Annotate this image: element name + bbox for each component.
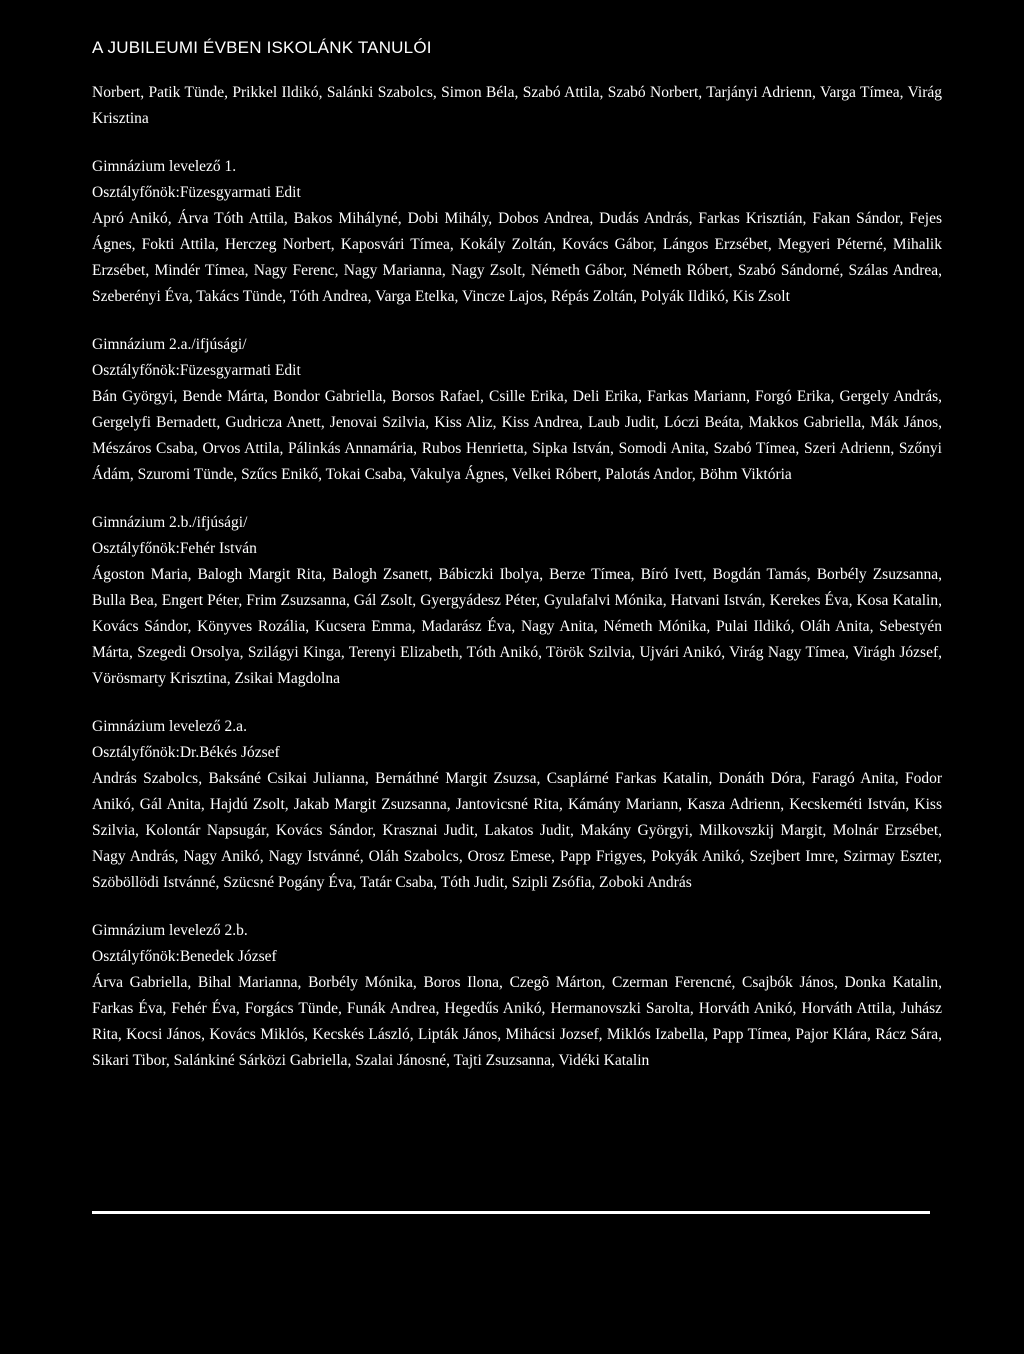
class-teacher: Osztályfőnök:Dr.Békés József: [92, 744, 280, 761]
class-teacher: Osztályfőnök:Fehér István: [92, 540, 257, 557]
student-names: Norbert, Patik Tünde, Prikkel Ildikó, Salánki Szabolcs, Simon Béla, Szabó Attila, Szabó Norbert, Tarjányi Adrienn, Varga Tímea, Virág Krisztina: [92, 84, 942, 127]
student-names: Bán Györgyi, Bende Márta, Bondor Gabriella, Borsos Rafael, Csille Erika, Deli Erika, Farkas Mariann, Forgó Erika, Gergely András, Gergelyfi Bernadett, Gudricza Anett, Jenovai Szilvia, Kiss Aliz, Kiss Andrea, Laub Judit, Lóczi Beáta, Makkos Gabriella, Mák János, Mészáros Csaba, Orvos Attila, Pálinkás Annamária, Rubos Henrietta, Sipka István, Somodi Anita, Szabó Tímea, Szeri Adrienn, Szőnyi Ádám, Szuromi Tünde, Szűcs Enikő, Tokai Csaba, Vakulya Ágnes, Velkei Róbert, Palotás Andor, Böhm Viktória: [92, 388, 942, 483]
student-names: Árva Gabriella, Bihal Marianna, Borbély Mónika, Boros Ilona, Czegõ Márton, Czerman Ferencné, Csajbók János, Donka Katalin, Farkas Éva, Fehér Éva, Forgács Tünde, Funák Andrea, Hegedűs Anikó, Hermanovszki Sarolta, Horváth Anikó, Horváth Attila, Juhász Rita, Kocsi János, Kovács Miklós, Kecskés László, Lipták János, Mihácsi Jozsef, Miklós Izabella, Papp Tímea, Pajor Klára, Rácz Sára, Sikari Tibor, Salánkiné Sárközi Gabriella, Szalai Jánosné, Tajti Zsuzsanna, Vidéki Katalin: [92, 974, 942, 1069]
class-teacher: Osztályfőnök:Füzesgyarmati Edit: [92, 362, 301, 379]
page-title: A JUBILEUMI ÉVBEN ISKOLÁNK TANULÓI: [92, 38, 432, 57]
student-names: Ágoston Maria, Balogh Margit Rita, Balogh Zsanett, Bábiczki Ibolya, Berze Tímea, Bíró Ivett, Bogdán Tamás, Borbély Zsuzsanna, Bulla Bea, Engert Péter, Frim Zsuzsanna, Gál Zsolt, Gyergyádesz Péter, Gyulafalvi Mónika, Hatvani István, Kerekes Éva, Kosa Katalin, Kovács Sándor, Könyves Rozália, Kucsera Emma, Madarász Éva, Nagy Anita, Németh Mónika, Pulai Ildikó, Oláh Anita, Sebestyén Márta, Szegedi Orsolya, Szilágyi Kinga, Terenyi Elizabeth, Tóth Anikó, Török Szilvia, Ujvári Anikó, Virág Nagy Tímea, Virágh József, Vörösmarty Krisztina, Zsikai Magdolna: [92, 566, 942, 687]
student-names: András Szabolcs, Baksáné Csikai Julianna, Bernáthné Margit Zsuzsa, Csaplárné Farkas Katalin, Donáth Dóra, Faragó Anita, Fodor Anikó, Gál Anita, Hajdú Zsolt, Jakab Margit Zsuzsanna, Jantovicsné Rita, Kámány Mariann, Kasza Adrienn, Kecskeméti István, Kiss Szilvia, Kolontár Napsugár, Kovács Sándor, Krasznai Judit, Lakatos Judit, Makány Györgyi, Milkovszkij Margit, Molnár Erzsébet, Nagy András, Nagy Anikó, Nagy Istvánné, Oláh Szabolcs, Orosz Emese, Papp Frigyes, Pokyák Anikó, Szejbert Imre, Szirmay Eszter, Szöböllödi Istvánné, Szücsné Pogány Éva, Tatár Csaba, Tóth Judit, Szipli Zsófia, Zoboki András: [92, 770, 942, 891]
class-heading: Gimnázium levelező 2.b.: [92, 922, 248, 939]
class-section-2a-ifjusagi: [92, 332, 942, 488]
class-heading: Gimnázium 2.b./ifjúsági/: [92, 514, 248, 531]
class-section-levelezo-1: [92, 154, 942, 310]
class-heading: Gimnázium 2.a./ifjúsági/: [92, 336, 247, 353]
class-teacher: Osztályfőnök:Benedek József: [92, 948, 277, 965]
student-names: Apró Anikó, Árva Tóth Attila, Bakos Mihályné, Dobi Mihály, Dobos Andrea, Dudás András, Farkas Krisztián, Fakan Sándor, Fejes Ágnes, Fokti Attila, Herczeg Norbert, Kaposvári Tímea, Kokály Zoltán, Kovács Gábor, Lángos Erzsébet, Megyeri Péterné, Mihalik Erzsébet, Mindér Tímea, Nagy Ferenc, Nagy Marianna, Nagy Zsolt, Németh Gábor, Németh Róbert, Szabó Sándorné, Szálas Andrea, Szeberényi Éva, Takács Tünde, Tóth Andrea, Varga Etelka, Vincze Lajos, Répás Zoltán, Polyák Ildikó, Kis Zsolt: [92, 210, 942, 305]
bottom-divider: [92, 1211, 930, 1214]
class-section-2b-ifjusagi: [92, 510, 942, 692]
document-page: [92, 38, 942, 1096]
class-heading: Gimnázium levelező 2.a.: [92, 718, 247, 735]
class-section-continued: [92, 80, 942, 132]
class-heading: Gimnázium levelező 1.: [92, 158, 237, 175]
class-section-levelezo-2b: [92, 918, 942, 1074]
class-teacher: Osztályfőnök:Füzesgyarmati Edit: [92, 184, 301, 201]
class-section-levelezo-2a: [92, 714, 942, 896]
